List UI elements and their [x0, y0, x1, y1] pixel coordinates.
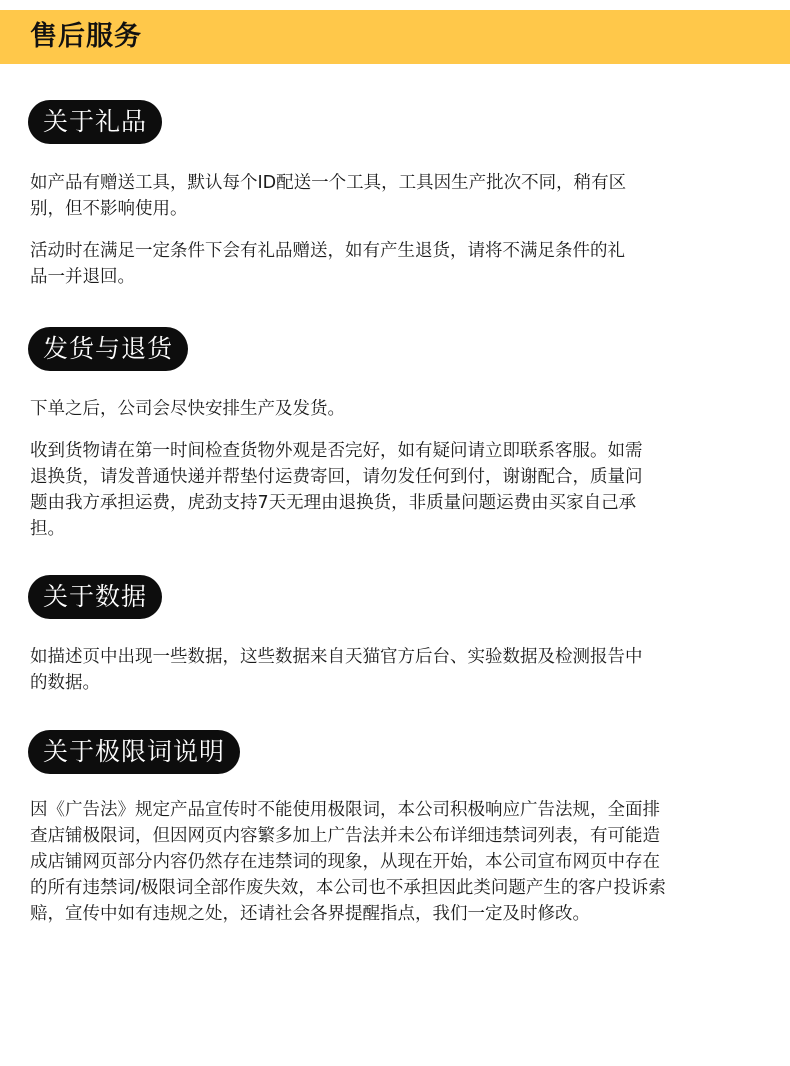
paragraph [30, 797, 770, 927]
paragraph [30, 238, 770, 290]
text-line: 下单之后，公司会尽快安排生产及发货。 [30, 399, 345, 419]
text-line: 收到货物请在第一时间检查货物外观是否完好，如有疑问请立即联系客服。如需 [30, 441, 643, 461]
text-line: 题由我方承担运费，虎劲支持7天无理由退换货，非质量问题运费由买家自己承 [30, 493, 637, 513]
paragraph [30, 170, 770, 222]
paragraph [30, 396, 770, 422]
text-line: 的数据。 [30, 673, 100, 693]
header-bar [0, 10, 790, 64]
section-title-pill: 发货与退货 [28, 327, 188, 371]
text-line: 如产品有赠送工具，默认每个ID配送一个工具，工具因生产批次不同，稍有区 [30, 173, 627, 193]
paragraph [30, 644, 770, 696]
text-line: 别，但不影响使用。 [30, 199, 188, 219]
text-line: 查店铺极限词，但因网页内容繁多加上广告法并未公布详细违禁词列表，有可能造 [30, 826, 660, 846]
section-title-pill: 关于数据 [28, 575, 162, 619]
text-line: 因《广告法》规定产品宣传时不能使用极限词，本公司积极响应广告法规，全面排 [30, 800, 660, 820]
text-line: 成店铺网页部分内容仍然存在违禁词的现象，从现在开始，本公司宣布网页中存在 [30, 852, 660, 872]
section-title-pill: 关于礼品 [28, 100, 162, 144]
text-line: 活动时在满足一定条件下会有礼品赠送，如有产生退货，请将不满足条件的礼 [30, 241, 625, 261]
text-line: 退换货，请发普通快递并帮垫付运费寄回，请勿发任何到付，谢谢配合，质量问 [30, 467, 643, 487]
text-line: 赔，宣传中如有违规之处，还请社会各界提醒指点，我们一定及时修改。 [30, 904, 590, 924]
text-line: 的所有违禁词/极限词全部作废失效，本公司也不承担因此类问题产生的客户投诉索 [30, 878, 666, 898]
section-title-pill: 关于极限词说明 [28, 730, 240, 774]
paragraph [30, 438, 770, 542]
text-line: 担。 [30, 519, 65, 539]
page-title: 售后服务 [30, 21, 142, 52]
text-line: 如描述页中出现一些数据，这些数据来自天猫官方后台、实验数据及检测报告中 [30, 647, 643, 667]
text-line: 品一并退回。 [30, 267, 135, 287]
